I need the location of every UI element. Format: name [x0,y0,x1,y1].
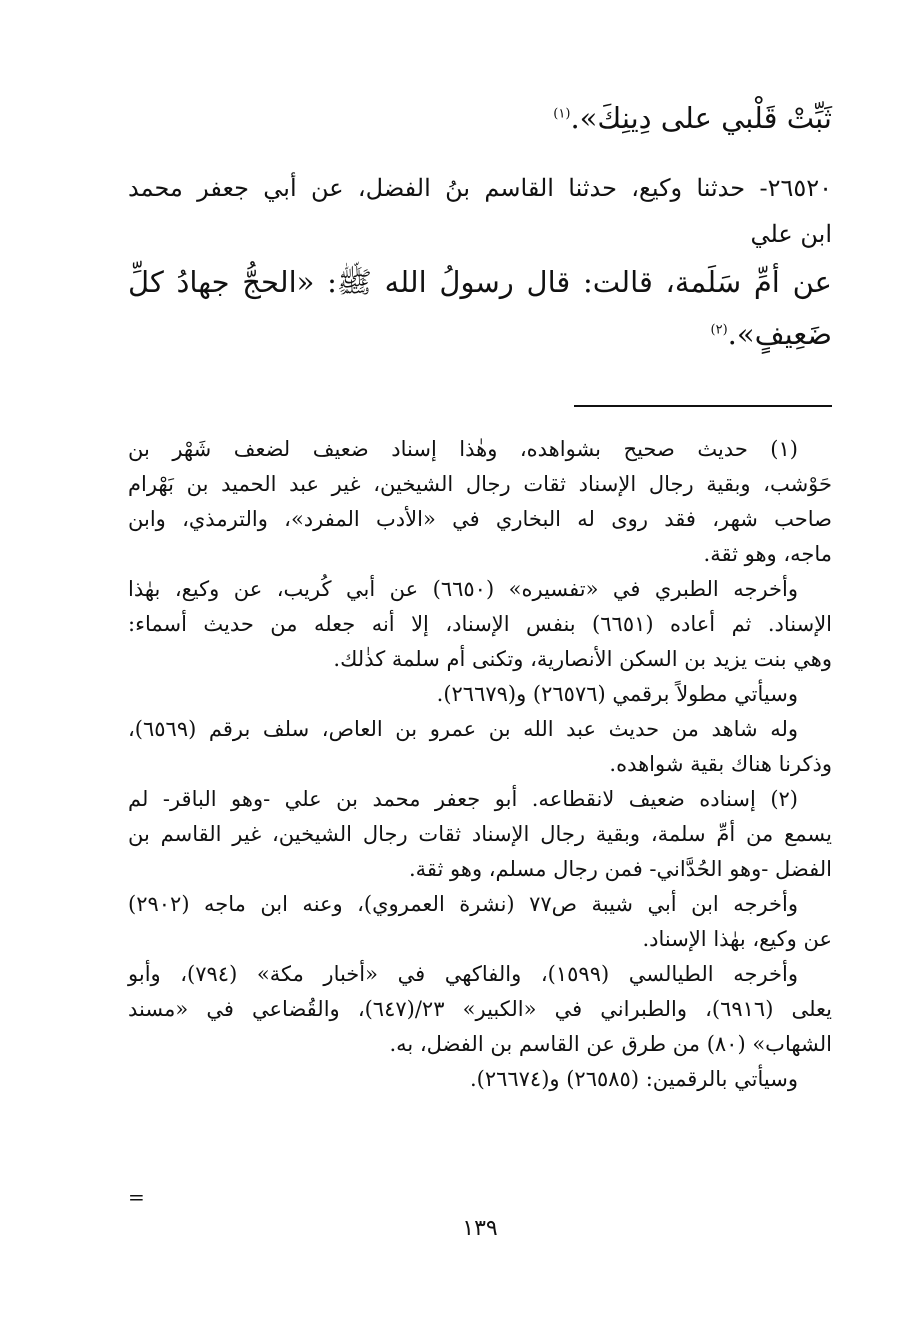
footnote-line: وذكرنا هناك بقية شواهده. [609,752,832,776]
footnote-line: عن وكيع، بهٰذا الإسناد. [642,927,832,951]
footnote-line: وأخرجه الطبري في «تفسيره» (٦٦٥٠) عن أبي كُريب، عن وكيع، بهٰذا [128,577,798,601]
footnotes [128,432,832,1097]
hadith-matn-line-1: عن أمِّ سَلَمة، قالت: قال رسولُ الله ﷺ: «الحجُّ جهادُ كلِّ [128,265,832,299]
footnote-paragraph [128,887,832,957]
footnote-line: الشهاب» (٨٠) من طرق عن القاسم بن الفضل، به. [389,1032,832,1056]
footnote-line: وله شاهد من حديث عبد الله بن عمرو بن العاص، سلف برقم (٦٥٦٩)، [128,717,798,741]
continuation-marker: = [128,1185,145,1209]
footnote-2 [128,782,832,887]
footnote-line: (١) حديث صحيح بشواهده، وهٰذا إسناد ضعيف لضعف شَهْر بن [128,437,798,461]
footnote-line: وأخرجه الطيالسي (١٥٩٩)، والفاكهي في «أخبار مكة» (٧٩٤)، وأبو [128,962,798,986]
footnote-line: صاحب شهر، فقد روى له البخاري في «الأدب المفرد»، والترمذي، وابن [128,507,832,531]
book-page [128,86,832,1301]
footnote-line: يسمع من أمِّ سلمة، وبقية رجال الإسناد ثقات رجال الشيخين، غير القاسم بن [128,822,832,846]
main-text-line-1 [128,94,832,142]
footnote-line: وأخرجه ابن أبي شيبة ص٧٧ (نشرة العمروي)، وعنه ابن ماجه (٢٩٠٢) [128,892,798,916]
hadith-isnad-line-2: ابن علي [750,220,832,248]
footnote-paragraph [128,1062,832,1097]
footnote-line: الإسناد. ثم أعاده (٦٦٥١) بنفس الإسناد، إلا أنه جعله من حديث أسماء: [128,612,833,636]
footnote-1 [128,432,832,572]
hadith-isnad-line-1: ٢٦٥٢٠- حدثنا وكيع، حدثنا القاسم بنُ الفضل، عن أبي جعفر محمد [128,174,833,202]
footnote-line: ماجه، وهو ثقة. [703,542,832,566]
footnote-line: يعلى (٦٩١٦)، والطبراني في «الكبير» ٢٣/(٦٤٧)، والقُضاعي في «مسند [128,997,832,1021]
footnote-paragraph [128,572,832,677]
hadith-matn-line-2 [128,310,832,358]
footnote-paragraph [128,712,832,782]
matn-text: ضَعِيفٍ». [727,317,832,351]
footnote-line: الفضل -وهو الحُدَّاني- فمن رجال مسلم، وهو ثقة. [408,857,832,881]
footnote-line: وسيأتي بالرقمين: (٢٦٥٨٥) و(٢٦٦٧٤). [469,1067,798,1091]
footnote-separator [574,405,832,407]
footnote-line: وسيأتي مطولاً برقمي (٢٦٥٧٦) و(٢٦٦٧٩). [436,682,798,706]
page-number: ١٣٩ [462,1216,498,1241]
footnote-paragraph [128,677,832,712]
footnote-line: وهي بنت يزيد بن السكن الأنصارية، وتكنى أم سلمة كذٰلك. [333,647,832,671]
footnote-paragraph [128,957,832,1062]
footnote-line: (٢) إسناده ضعيف لانقطاعه. أبو جعفر محمد بن علي -وهو الباقر- لم [128,787,798,811]
footnote-ref-2: (٢) [710,322,728,338]
footnote-ref-1: (١) [553,106,571,122]
footnote-line: حَوْشب، وبقية رجال الإسناد ثقات رجال الشيخين، غير عبد الحميد بن بَهْرام [128,472,832,496]
main-text: ثَبِّتْ قَلْبي على دِينِكَ». [570,101,832,135]
